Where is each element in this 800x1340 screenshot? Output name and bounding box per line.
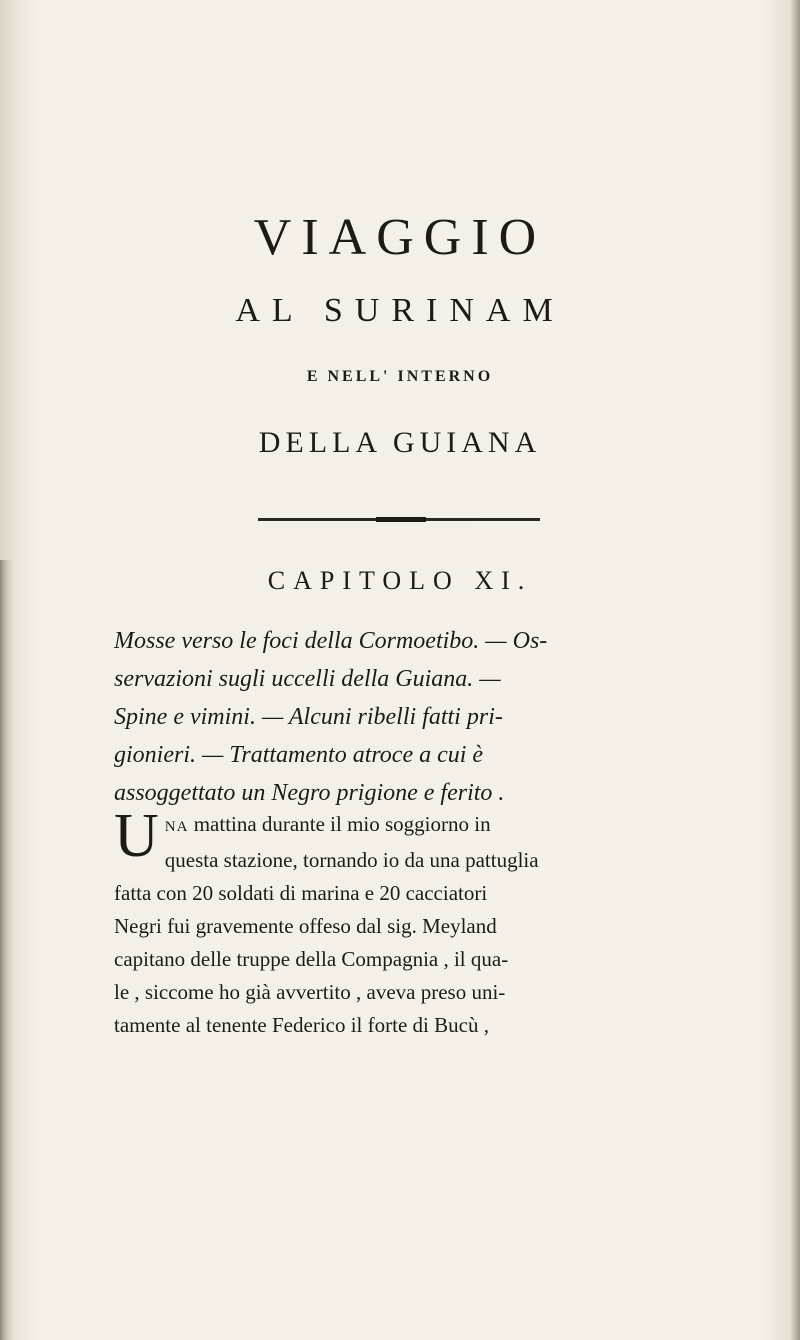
summary-line: Spine e vimini. — Alcuni ribelli fatti pri- bbox=[114, 704, 503, 730]
chapter-summary bbox=[114, 622, 704, 812]
body-line: Negri fui gravemente offeso dal sig. Meyland bbox=[114, 914, 497, 938]
page-edge-shadow bbox=[790, 0, 800, 1340]
body-line: questa stazione, tornando io da una pattuglia bbox=[164, 848, 539, 872]
body-line: capitano delle truppe della Compagnia , il qua- bbox=[114, 947, 509, 971]
summary-line: servazioni sugli uccelli della Guiana. — bbox=[114, 666, 501, 692]
body-line: le , siccome ho già avvertito , aveva preso uni- bbox=[114, 980, 506, 1004]
title-line-4: DELLA GUIANA bbox=[258, 426, 542, 459]
body-paragraph bbox=[114, 802, 700, 1042]
body-line: mattina durante il mio soggiorno in bbox=[188, 812, 491, 836]
body-line: fatta con 20 soldati di marina e 20 cacciatori bbox=[114, 881, 488, 905]
summary-line: gionieri. — Trattamento atroce a cui è bbox=[114, 742, 484, 768]
page-gutter-shadow bbox=[0, 560, 14, 1340]
title-line-3: E NELL' INTERNO bbox=[306, 368, 494, 385]
small-caps-word: NA bbox=[164, 819, 189, 835]
summary-line: Mosse verso le foci della Cormoetibo. — Os- bbox=[114, 628, 548, 654]
body-line: tamente al tenente Federico il forte di Bucù , bbox=[114, 1013, 489, 1037]
chapter-heading: CAPITOLO XI. bbox=[267, 566, 533, 595]
title-line-2: AL SURINAM bbox=[235, 292, 565, 329]
ornamental-rule bbox=[258, 518, 540, 521]
title-line-1: VIAGGIO bbox=[253, 209, 547, 266]
drop-cap: U bbox=[114, 802, 159, 870]
summary-line: assoggettato un Negro prigione e ferito . bbox=[114, 780, 505, 806]
